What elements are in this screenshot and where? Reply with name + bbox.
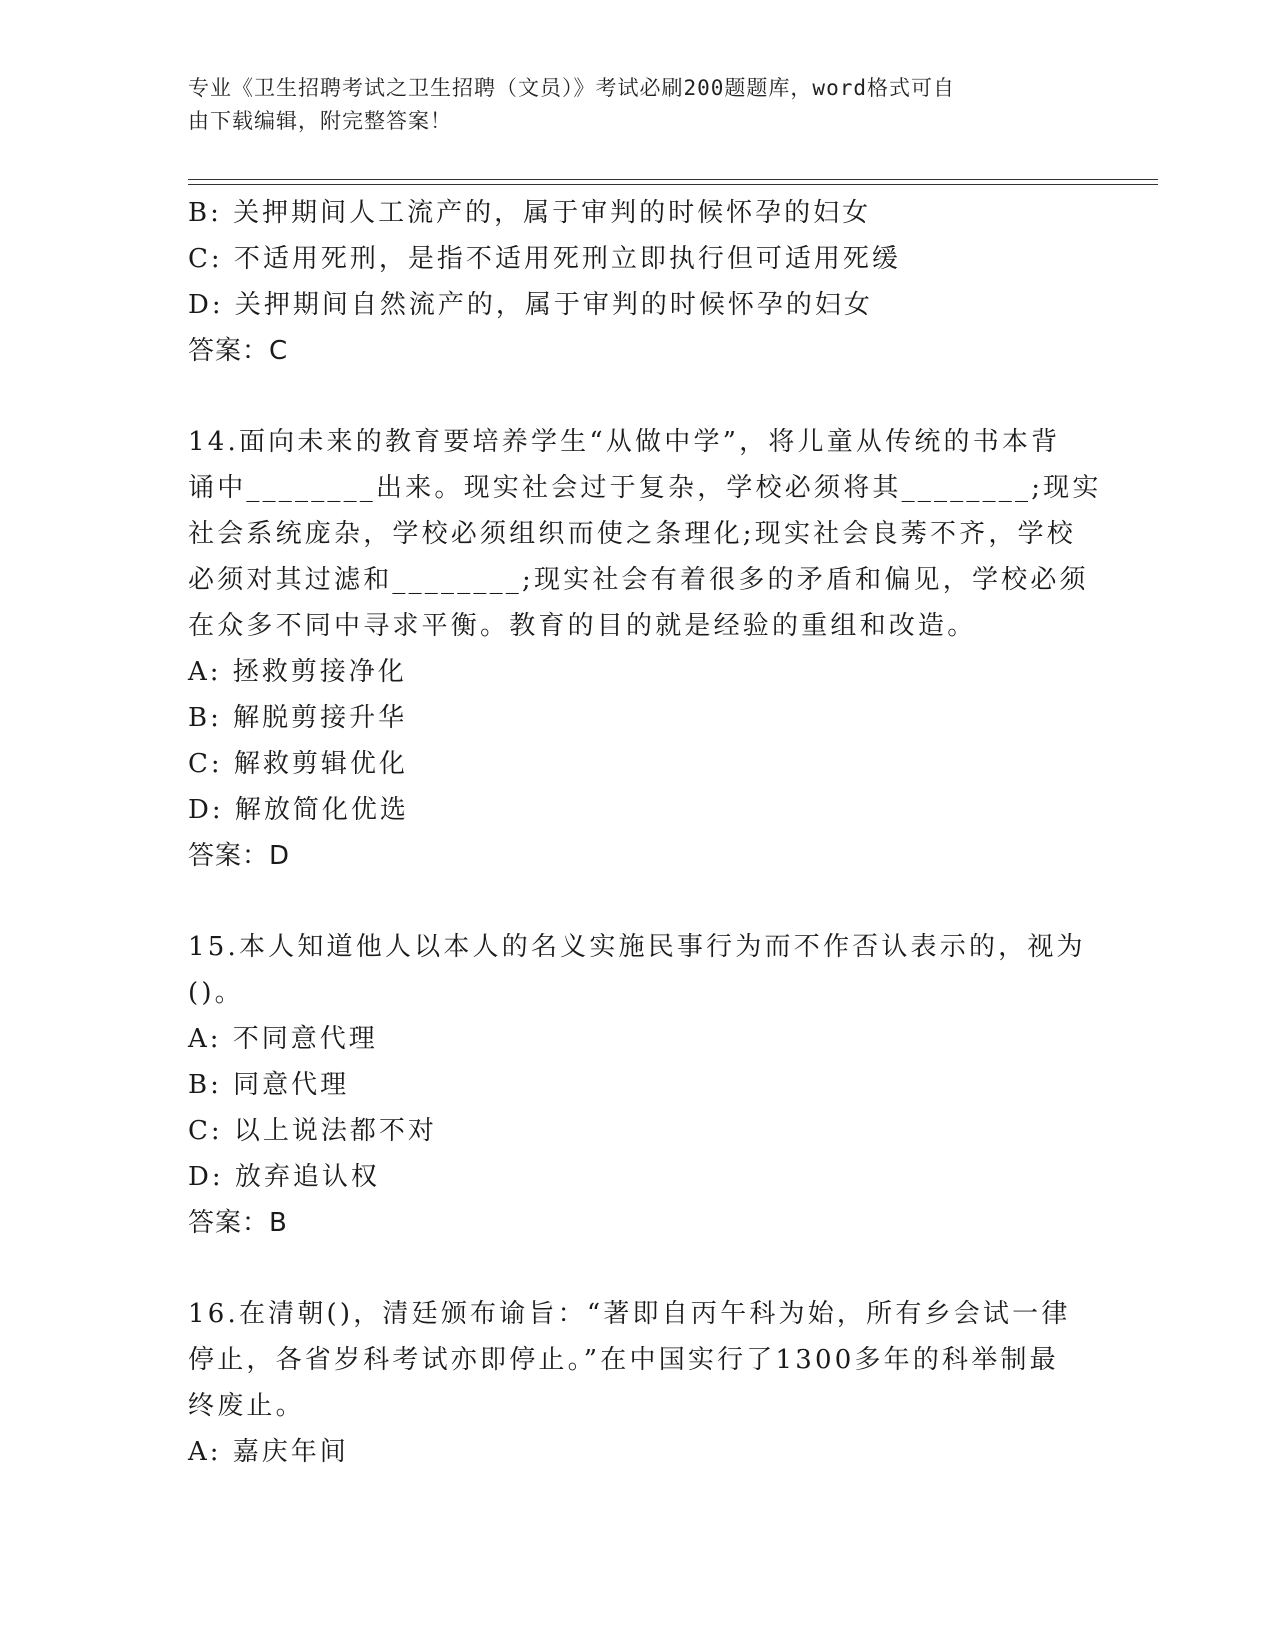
question-16	[188, 1291, 1088, 1475]
question-15	[188, 924, 1088, 1246]
stem-line: 终废止。	[188, 1391, 305, 1421]
option-b: B: 关押期间人工流产的，属于审判的时候怀孕的妇女	[188, 198, 872, 228]
stem-line: ()。	[188, 978, 244, 1008]
answer-line: 答案：B	[188, 1208, 288, 1238]
option-b: B: 同意代理	[188, 1070, 350, 1100]
option-c: C: 不适用死刑，是指不适用死刑立即执行但可适用死缓	[188, 244, 901, 274]
question-list	[188, 190, 1102, 1475]
question-13-tail	[188, 190, 1088, 374]
question-stem	[188, 924, 1088, 1016]
option-d: D: 解放简化优选	[188, 795, 409, 825]
stem-line: 必须对其过滤和________;现实社会有着很多的矛盾和偏见，学校必须	[188, 565, 1089, 595]
option-c: C: 解救剪辑优化	[188, 749, 408, 779]
option-d: D: 关押期间自然流产的，属于审判的时候怀孕的妇女	[188, 290, 873, 320]
option-d: D: 放弃追认权	[188, 1162, 380, 1192]
header-rule-top	[188, 179, 1158, 180]
header-line-1: 专业《卫生招聘考试之卫生招聘（文员）》考试必刷200题题库，word格式可自	[188, 76, 955, 100]
stem-line: 16.在清朝()，清廷颁布谕旨：“著即自丙午科为始，所有乡会试一律	[188, 1299, 1071, 1329]
option-c: C: 以上说法都不对	[188, 1116, 437, 1146]
stem-line: 停止，各省岁科考试亦即停止。”在中国实行了1300多年的科举制最	[188, 1345, 1059, 1375]
spacer	[188, 879, 1088, 924]
spacer	[188, 374, 1088, 419]
spacer	[188, 1246, 1088, 1291]
question-stem	[188, 419, 1102, 649]
question-14	[188, 419, 1102, 879]
header-line-2: 由下载编辑，附完整答案！	[188, 109, 452, 133]
question-stem	[188, 1291, 1088, 1429]
header-rule-bottom	[188, 184, 1158, 185]
stem-line: 14.面向未来的教育要培养学生“从做中学”，将儿童从传统的书本背	[188, 427, 1061, 457]
stem-line: 15.本人知道他人以本人的名义实施民事行为而不作否认表示的，视为	[188, 932, 1086, 962]
stem-line: 在众多不同中寻求平衡。教育的目的就是经验的重组和改造。	[188, 611, 977, 641]
stem-line: 诵中________出来。现实社会过于复杂，学校必须将其________;现实	[188, 473, 1102, 503]
option-a: A: 不同意代理	[188, 1024, 378, 1054]
stem-line: 社会系统庞杂，学校必须组织而使之条理化;现实社会良莠不齐，学校	[188, 519, 1076, 549]
page-header	[188, 72, 1078, 138]
answer-line: 答案：C	[188, 336, 289, 366]
option-a: A: 嘉庆年间	[188, 1437, 349, 1467]
option-b: B: 解脱剪接升华	[188, 703, 408, 733]
answer-line: 答案：D	[188, 841, 291, 871]
option-a: A: 拯救剪接净化	[188, 657, 407, 687]
